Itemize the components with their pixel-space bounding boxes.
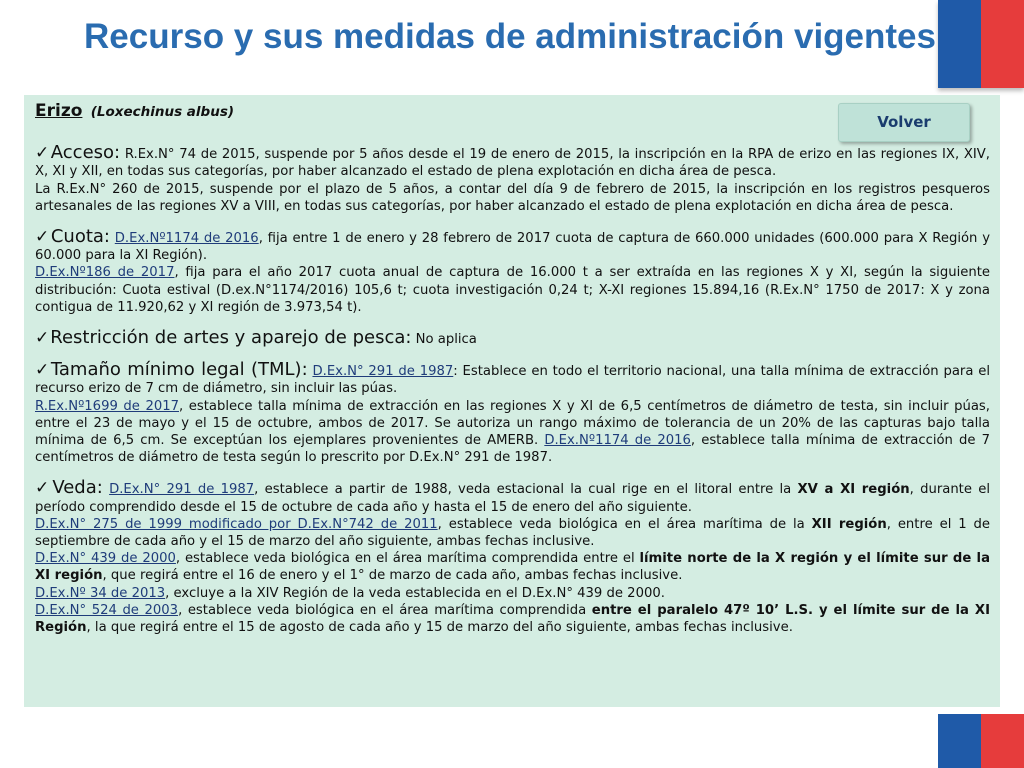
veda-decree-link-1[interactable]: D.Ex.N° 291 de 1987 <box>109 482 255 498</box>
content-panel <box>24 95 1000 707</box>
page-title: Recurso y sus medidas de administración vigentes <box>84 17 936 56</box>
tml-text-3: , establece talla mínima de extracción de 7 centímetros de diámetro de testa según lo prescrito por D.Ex.N° 291 de 1987. <box>35 433 991 466</box>
veda-decree-link-4[interactable]: D.Ex.Nº 34 de 2013 <box>35 585 166 601</box>
section-cuota <box>35 228 990 316</box>
tml-label: Tamaño mínimo legal (TML): <box>50 359 308 381</box>
section-tml <box>35 361 990 466</box>
veda-text-2b: , entre el 1 de septiembre de cada año y el 15 de marzo del año siguiente, ambas fechas inclusive. <box>35 516 991 550</box>
veda-label: Veda: <box>52 477 103 499</box>
flag-red-stripe <box>981 0 1024 88</box>
veda-text-5a: , establece veda biológica en el área marítima comprendida <box>178 602 592 618</box>
veda-text-3a: , establece veda biológica en el área marítima comprendida entre el <box>175 551 640 567</box>
check-icon: ✓ <box>35 227 50 248</box>
cuota-decree-link-2[interactable]: D.Ex.Nº186 de 2017 <box>35 265 175 281</box>
restriccion-label: Restricción de artes y aparejo de pesca: <box>50 327 412 349</box>
veda-text-4: , excluye a la XIV Región de la veda establecida en el D.Ex.N° 439 de 2000. <box>165 585 665 601</box>
veda-bold-2: XII región <box>811 516 887 532</box>
species-name: Erizo <box>35 101 83 121</box>
section-restriccion <box>35 329 990 348</box>
cuota-text-1: , fija entre 1 de enero y 28 febrero de 2017 cuota de captura de 660.000 unidades (600.000 para X Región y 60.000 para la XI Región). <box>35 231 990 264</box>
check-icon: ✓ <box>35 360 50 381</box>
veda-bold-1: XV a XI región <box>797 482 910 498</box>
flag-decoration-top <box>938 0 1024 88</box>
flag-red-stripe <box>981 714 1024 768</box>
restriccion-value: No aplica <box>415 332 477 348</box>
veda-text-1b: , durante el período comprendido desde el 15 de octubre de cada año y hasta el 15 de enero del año siguiente. <box>35 482 990 515</box>
veda-text-1a: , establece a partir de 1988, veda estacional la cual rige en el litoral entre la <box>254 482 798 498</box>
check-icon: ✓ <box>35 328 50 349</box>
check-icon: ✓ <box>35 143 50 164</box>
volver-button[interactable]: Volver <box>838 103 970 142</box>
tml-text-1: : Establece en todo el territorio nacional, una talla mínima de extracción para el recurso erizo de 7 cm de diámetro, sin incluir las púas. <box>35 364 990 397</box>
veda-decree-link-2[interactable]: D.Ex.N° 275 de 1999 modificado por D.Ex.N°742 de 2011 <box>35 516 438 532</box>
cuota-label: Cuota: <box>50 226 110 248</box>
tml-decree-link-2[interactable]: R.Ex.Nº1699 de 2017 <box>35 398 179 414</box>
cuota-text-2: , fija para el año 2017 cuota anual de captura de 16.000 t a ser extraída en las regiones X y XI, según la siguiente distribución: Cuota estival (D.ex.N°1174/2016) 105,6 t; cuota investigación 0,24 t; X-XI regiones 15.894,16 (R.Ex.N° 1750 de 2017: X y zona contigua de 11.920,62 y XI región de 3.973,54 t). <box>35 265 990 315</box>
flag-decoration-bottom <box>938 714 1024 768</box>
acceso-text-2: La R.Ex.N° 260 de 2015, suspende por el plazo de 5 años, a contar del día 9 de febrero de 2015, la inscripción en los registros pesqueros artesanales de las regiones XV a VIII, en todas sus categorías, por haber alcanzado el estado de plena explotación en dicha área de pesca. <box>35 181 990 214</box>
flag-blue-stripe <box>938 714 981 768</box>
veda-bold-5: entre el paralelo 47º 10’ L.S. y el límite sur de la XI Región <box>35 602 990 636</box>
veda-decree-link-3[interactable]: D.Ex.N° 439 de 2000 <box>35 551 176 567</box>
tml-decree-link-3[interactable]: D.Ex.Nº1174 de 2016 <box>544 433 691 449</box>
veda-bold-3: límite norte de la X región y el límite sur de la XI región <box>35 551 990 584</box>
tml-decree-link-1[interactable]: D.Ex.N° 291 de 1987 <box>312 364 454 380</box>
veda-decree-link-5[interactable]: D.Ex.N° 524 de 2003 <box>35 602 179 618</box>
veda-text-5b: , la que regirá entre el 15 de agosto de cada año y 15 de marzo del año siguiente, ambas fechas inclusive. <box>86 620 793 636</box>
veda-text-2a: , establece veda biológica en el área marítima de la <box>437 516 812 532</box>
cuota-decree-link-1[interactable]: D.Ex.Nº1174 de 2016 <box>114 231 259 247</box>
veda-text-3b: , que regirá entre el 16 de enero y el 1° de marzo de cada año, ambas fechas inclusive. <box>102 568 683 584</box>
section-veda <box>35 479 990 636</box>
tml-text-2: , establece talla mínima de extracción en las regiones X y XI de 6,5 centímetros de diámetro de testa, sin incluir púas, entre el 23 de mayo y el 15 de octubre, ambos de 2017. Se autoriza un rango máximo de tolerancia de un 20% de las capturas bajo talla mínima de 6,5 cm. Se exceptúan los ejemplares provenientes de AMERB. <box>35 398 990 449</box>
flag-blue-stripe <box>938 0 981 88</box>
section-acceso <box>35 144 990 215</box>
check-icon: ✓ <box>35 478 52 499</box>
acceso-text-1: R.Ex.N° 74 de 2015, suspende por 5 años desde el 19 de enero de 2015, la inscripción en la RPA de erizo en las regiones IX, XIV, X, XI y XII, en todas sus categorías, por haber alcanzado el estado de plena explotación en dicha área de pesca. <box>35 147 991 180</box>
acceso-label: Acceso: <box>50 142 121 164</box>
species-scientific-name: (Loxechinus albus) <box>90 104 235 120</box>
